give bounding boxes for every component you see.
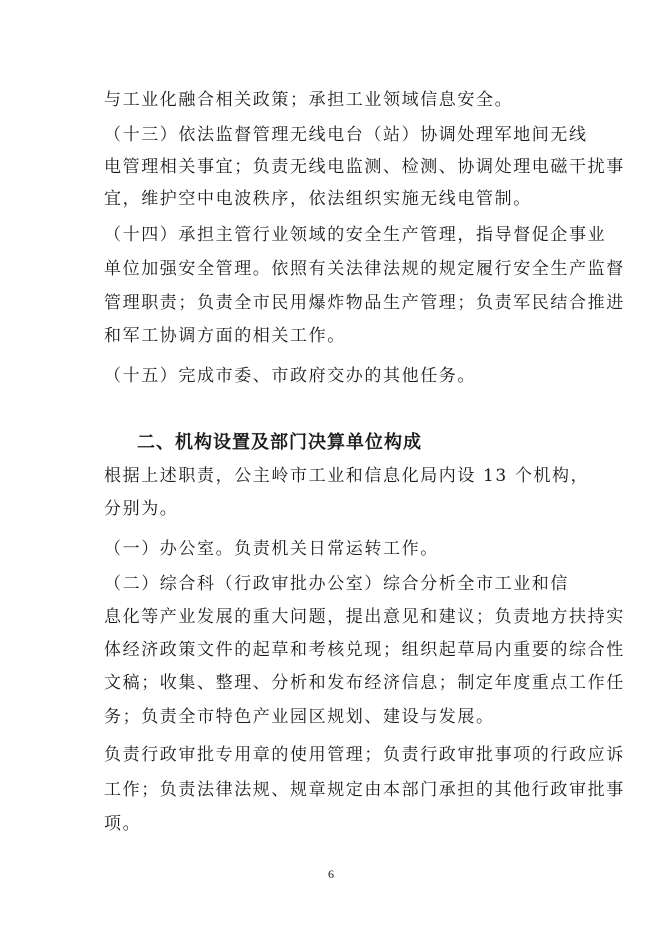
text-line: 单位加强安全管理。依照有关法律法规的规定履行安全生产监督 bbox=[104, 259, 625, 279]
text-line: 分别为。 bbox=[104, 499, 179, 519]
text-line: （十四）承担主管行业领域的安全生产管理，指导督促企事业 bbox=[104, 225, 607, 245]
section-heading: 二、机构设置及部门决算单位构成 bbox=[137, 432, 422, 453]
text-line: 根据上述职责，公主岭市工业和信息化局内设 13 个机构， bbox=[104, 466, 590, 486]
text-line: 体经济政策文件的起草和考核兑现；组织起草局内重要的综合性 bbox=[104, 640, 625, 660]
text-line: 和军工协调方面的相关工作。 bbox=[104, 326, 346, 346]
text-line: 息化等产业发展的重大问题，提出意见和建议；负责地方扶持实 bbox=[104, 607, 625, 627]
text-line: （二）综合科（行政审批办公室）综合分析全市工业和信 bbox=[104, 574, 569, 594]
text-line: 电管理相关事宜；负责无线电监测、检测、协调处理电磁干扰事 bbox=[104, 157, 625, 177]
text-line: 负责行政审批专用章的使用管理；负责行政审批事项的行政应诉 bbox=[104, 745, 625, 765]
text-line: 项。 bbox=[104, 814, 142, 834]
text-line: （十五）完成市委、市政府交办的其他任务。 bbox=[104, 366, 476, 386]
text-line: 工作；负责法律法规、规章规定由本部门承担的其他行政审批事 bbox=[104, 780, 625, 800]
page-number: 6 bbox=[328, 867, 334, 881]
text-line: 与工业化融合相关政策；承担工业领域信息安全。 bbox=[104, 90, 514, 110]
text-line: 务；负责全市特色产业园区规划、建设与发展。 bbox=[104, 707, 495, 727]
text-line: 文稿；收集、整理、分析和发布经济信息；制定年度重点工作任 bbox=[104, 673, 625, 693]
text-line: （十三）依法监督管理无线电台（站）协调处理军地间无线 bbox=[104, 125, 588, 145]
text-line: 管理职责；负责全市民用爆炸物品生产管理；负责军民结合推进 bbox=[104, 293, 625, 313]
text-line: 宜，维护空中电波秩序，依法组织实施无线电管制。 bbox=[104, 189, 532, 209]
text-line: （一）办公室。负责机关日常运转工作。 bbox=[104, 539, 439, 559]
